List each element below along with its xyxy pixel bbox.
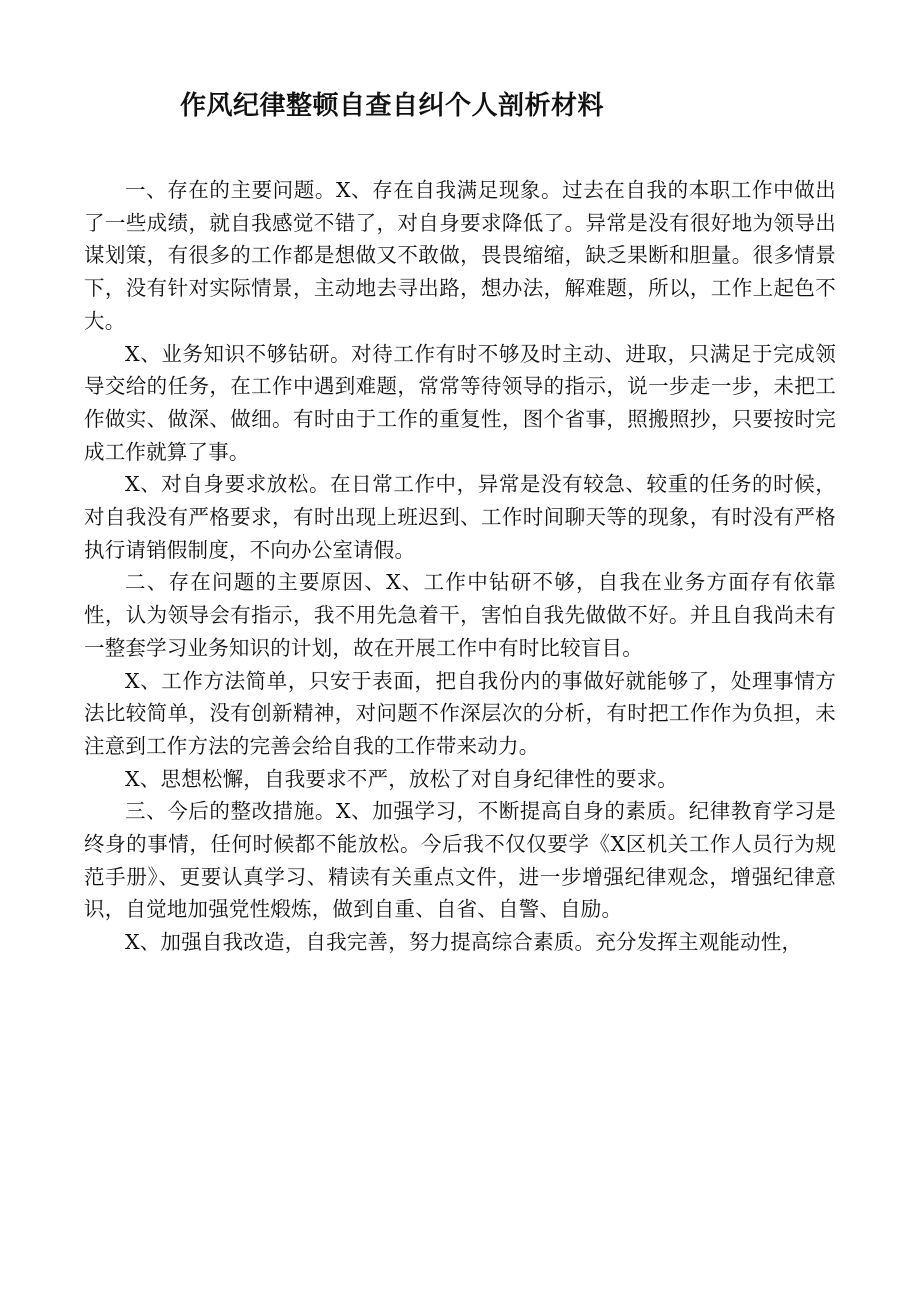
document-title: 作风纪律整顿自查自纠个人剖析材料 [180,91,605,121]
paragraph-2: X、业务知识不够钻研。对待工作有时不够及时主动、进取，只满足于完成领导交给的任务，在工作中遇到难题，常常等待领导的指示，说一步走一步，未把工作做实、做深、做细。有时由于工作的重复性，图个省事，照搬照抄，只要按时完成工作就算了事。 [84,341,836,464]
paragraph-1: 一、存在的主要问题。X、存在自我满足现象。过去在自我的本职工作中做出了一些成绩，就自我感觉不错了，对自身要求降低了。异常是没有很好地为领导出谋划策，有很多的工作都是想做又不敢做，畏畏缩缩，缺乏果断和胆量。很多情景下，没有针对实际情景，主动地去寻出路，想办法，解难题，所以，工作上起色不大。 [84,178,836,333]
paragraph-7: 三、今后的整改措施。X、加强学习，不断提高自身的素质。纪律教育学习是终身的事情，任何时候都不能放松。今后我不仅仅要学《X区机关工作人员行为规范手册》、更要认真学习、精读有关重点文件，进一步增强纪律观念，增强纪律意识，自觉地加强党性煅炼，做到自重、自省、自警、自励。 [84,799,836,922]
paragraph-5: X、工作方法简单，只安于表面，把自我份内的事做好就能够了，处理事情方法比较简单，没有创新精神，对问题不作深层次的分析，有时把工作作为负担，未注意到工作方法的完善会给自我的工作带来动力。 [84,668,836,758]
paragraph-8: X、加强自我改造，自我完善，努力提高综合素质。充分发挥主观能动性， [125,930,803,955]
paragraph-3: X、对自身要求放松。在日常工作中，异常是没有较急、较重的任务的时候，对自我没有严格要求，有时出现上班迟到、工作时间聊天等的现象，有时没有严格执行请销假制度，不向办公室请假。 [84,472,836,562]
paragraph-6: X、思想松懈，自我要求不严，放松了对自身纪律性的要求。 [125,766,678,791]
document-body [84,174,836,959]
paragraph-4: 二、存在问题的主要原因、X、工作中钻研不够，自我在业务方面存有依靠性，认为领导会有指示，我不用先急着干，害怕自我先做做不好。并且自我尚未有一整套学习业务知识的计划，故在开展工作中有时比较盲目。 [84,570,836,660]
